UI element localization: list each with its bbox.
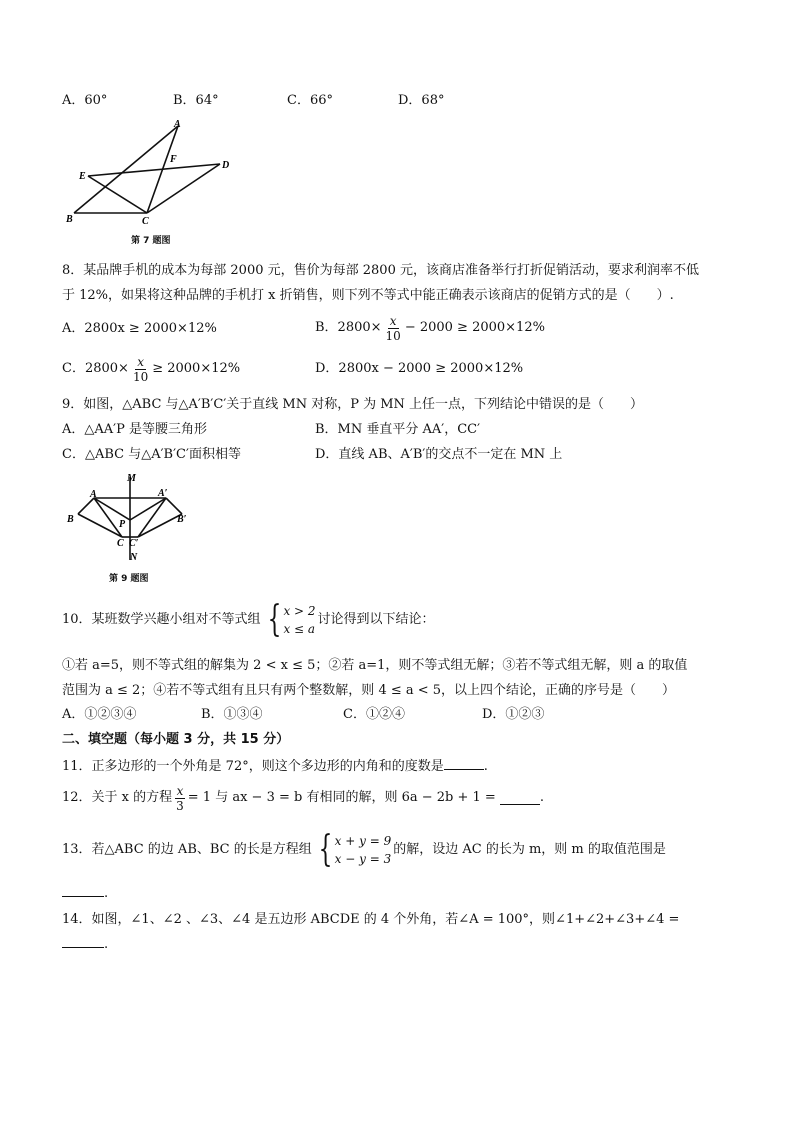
q10-option-a: A．①②③④ <box>62 707 137 722</box>
q10-system-row1: x > 2 <box>283 604 316 618</box>
fraction-numerator: x <box>137 354 144 369</box>
q9-seg-a-c <box>94 498 122 537</box>
q7-option-d: D．68° <box>398 93 445 108</box>
q12-end: . <box>539 790 544 805</box>
q10-conclusions-line1: ①若 a=5，则不等式组的解集为 2 < x ≤ 5；②若 a=1，则不等式组无解；③若不等式组无解，则 a 的取值 <box>62 658 688 673</box>
q12-suffix: = 1 与 ax − 3 = b 有相同的解，则 6a − 2b + 1 = <box>187 790 496 805</box>
q7-label-b: B <box>66 214 73 225</box>
q9-option-a: A．△AA′P 是等腰三角形 <box>62 422 207 437</box>
q13-end: . <box>104 886 109 901</box>
q7-option-a: A．60° <box>62 93 108 108</box>
fraction-denominator: 10 <box>132 369 149 384</box>
q13-stem <box>62 828 666 872</box>
q10-stem-prefix: 10．某班数学兴趣小组对不等式组 <box>62 612 261 627</box>
q7-label-a: A <box>174 119 181 130</box>
fraction-denominator: 3 <box>176 798 184 813</box>
q13-prefix: 13．若△ABC 的边 AB、BC 的长是方程组 <box>62 842 312 857</box>
q7-option-b: B．64° <box>173 93 219 108</box>
q7-option-c: C．66° <box>287 93 333 108</box>
q9-stem: 9．如图，△ABC 与△A′B′C′关于直线 MN 对称，P 为 MN 上任一点，下列结论中错误的是（ ） <box>62 397 644 412</box>
q7-seg-c-d <box>147 164 220 213</box>
q13-answer-blank[interactable] <box>62 884 104 897</box>
section2-heading: 二、填空题（每小题 3 分，共 15 分） <box>62 732 290 747</box>
q9-label-b2: B′ <box>177 514 187 525</box>
q8-option-b-fraction <box>384 314 403 343</box>
q8-option-b-suffix: − 2000 ≥ 2000×12% <box>404 320 545 335</box>
q9-label-p: P <box>119 519 126 530</box>
q9-figure-caption: 第 9 题图 <box>109 574 149 584</box>
q9-label-a: A <box>90 489 97 500</box>
q13-suffix: 的解，设边 AC 的长为 m，则 m 的取值范围是 <box>393 842 666 857</box>
q13-system-row2: x − y = 3 <box>334 852 392 866</box>
q9-option-b: B．MN 垂直平分 AA′，CC′ <box>315 422 481 437</box>
q8-stem-line2: 于 12%，如果将这种品牌的手机打 x 折销售，则下列不等式中能正确表示该商店的促销方式的是（ ）. <box>62 288 674 303</box>
q11-text: 11．正多边形的一个外角是 72°，则这个多边形的内角和的度数是 <box>62 759 444 774</box>
left-brace-icon: { <box>267 599 281 640</box>
q14-answer-line <box>62 935 108 954</box>
q13-equation-system <box>314 829 392 870</box>
q9-label-n: N <box>130 552 138 563</box>
q9-seg-a2-c2 <box>138 498 166 537</box>
q9-option-d: D．直线 AB、A′B′的交点不一定在 MN 上 <box>315 447 563 462</box>
q12-fraction <box>174 784 186 813</box>
q7-label-f: F <box>170 154 177 165</box>
q9-seg-a-b <box>78 498 94 514</box>
q10-option-b: B．①③④ <box>201 707 263 722</box>
q9-option-c: C．△ABC 与△A′B′C′面积相等 <box>62 447 241 462</box>
q7-seg-e-d <box>88 164 220 176</box>
q12 <box>62 778 544 818</box>
q12-answer-blank[interactable] <box>500 792 540 805</box>
q9-seg-b2-c2 <box>138 514 182 537</box>
q8-stem-line1: 8．某品牌手机的成本为每部 2000 元，售价为每部 2800 元，该商店准备举行打折促销活动，要求利润率不低 <box>62 263 699 278</box>
q7-label-e: E <box>79 171 86 182</box>
q8-option-c-prefix: C．2800× <box>62 361 129 376</box>
q8-option-b-prefix: B．2800× <box>315 320 382 335</box>
fraction-denominator: 10 <box>385 328 401 343</box>
q8-option-a: A．2800x ≥ 2000×12% <box>62 321 217 336</box>
q11-end: . <box>483 759 488 774</box>
q8-option-d: D．2800x − 2000 ≥ 2000×12% <box>315 361 524 376</box>
q9-label-c: C <box>117 538 124 549</box>
q9-label-m: M <box>127 473 136 484</box>
q10-system-row2: x ≤ a <box>283 622 316 636</box>
q9-label-c2: C′ <box>129 538 139 549</box>
q13-answer-line <box>62 884 108 903</box>
q9-seg-a2-b2 <box>166 498 182 514</box>
q7-label-c: C <box>142 216 149 227</box>
q7-figure <box>62 118 242 230</box>
q10-stem <box>62 598 435 642</box>
q11 <box>62 757 488 776</box>
q10-conclusions-line2: 范围为 a ≤ 2；④若不等式组有且只有两个整数解，则 4 ≤ a < 5，以上四个结论，正确的序号是（ ） <box>62 683 676 698</box>
fraction-numerator: x <box>389 313 397 328</box>
q14-stem: 14．如图，∠1、∠2 、∠3、∠4 是五边形 ABCDE 的 4 个外角，若∠A = 100°，则∠1+∠2+∠3+∠4 = <box>62 912 680 927</box>
q14-answer-blank[interactable] <box>62 935 104 948</box>
q8-option-b <box>315 310 545 346</box>
q14-end: . <box>104 937 109 952</box>
q9-figure <box>64 472 204 567</box>
q9-seg-a-p <box>94 498 130 520</box>
q8-option-c <box>62 351 240 387</box>
fraction-numerator: x <box>176 783 184 798</box>
q9-label-a2: A′ <box>158 488 168 499</box>
q10-inequality-system <box>263 599 316 640</box>
q11-answer-blank[interactable] <box>444 757 484 770</box>
q7-label-d: D <box>222 160 230 171</box>
q9-seg-a2-p <box>130 498 166 520</box>
q7-figure-caption: 第 7 题图 <box>131 236 171 246</box>
q10-option-c: C．①②④ <box>343 707 405 722</box>
q8-option-c-fraction <box>131 355 150 384</box>
left-brace-icon: { <box>318 829 333 870</box>
q10-option-d: D．①②③ <box>482 707 545 722</box>
q10-stem-suffix: 讨论得到以下结论： <box>317 612 435 627</box>
q13-system-row1: x + y = 9 <box>334 834 392 848</box>
q12-prefix: 12．关于 x 的方程 <box>62 790 173 805</box>
q8-option-c-suffix: ≥ 2000×12% <box>152 361 241 376</box>
q9-label-b: B <box>67 514 74 525</box>
q9-seg-b-c <box>78 514 122 537</box>
